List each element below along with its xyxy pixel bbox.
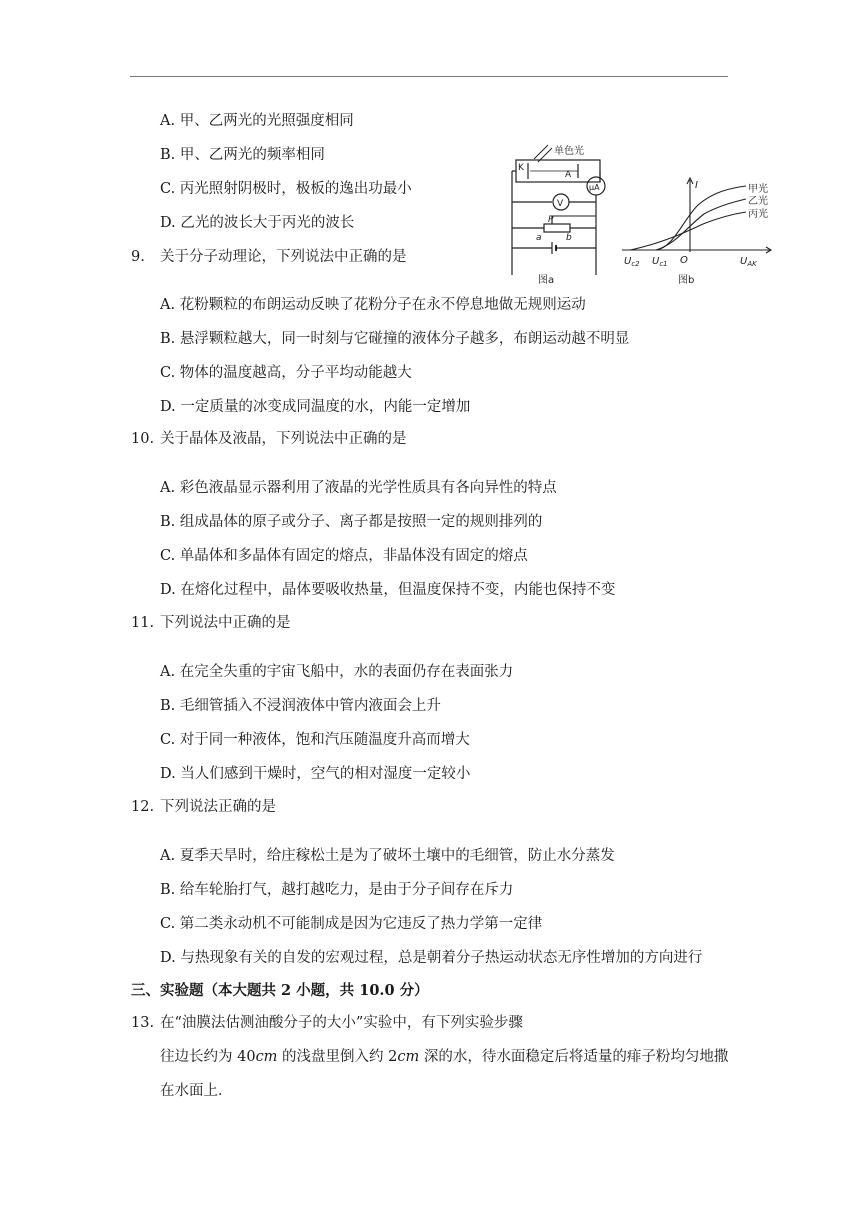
q8-option-d: D. 乙光的波长大于丙光的波长 — [160, 215, 355, 231]
q10-option-d: D. 在熔化过程中，晶体要吸收热量，但温度保持不变，内能也保持不变 — [160, 582, 616, 598]
q9-option-c: C. 物体的温度越高，分子平均动能越大 — [160, 365, 412, 381]
q13-paragraph-line-2: 在水面上． — [160, 1083, 233, 1099]
q11-option-b: B. 毛细管插入不浸润液体中管内液面会上升 — [160, 698, 441, 714]
q10-option-c: C. 单晶体和多晶体有固定的熔点，非晶体没有固定的熔点 — [160, 548, 528, 564]
curve-yi-label: 乙光 — [748, 196, 768, 207]
q10-option-a: A. 彩色液晶显示器利用了液晶的光学性质具有各向异性的特点 — [160, 480, 557, 496]
end-a-label: a — [536, 233, 542, 243]
cathode-label: K — [518, 163, 524, 173]
curve-jia-label: 甲光 — [748, 184, 768, 195]
anode-label: A — [565, 170, 572, 180]
uc2-label: $U_{c2}$ — [624, 256, 640, 268]
q11-option-a: A. 在完全失重的宇宙飞船中，水的表面仍存在表面张力 — [160, 664, 514, 680]
rheostat — [544, 224, 570, 232]
q11-option-c: C. 对于同一种液体，饱和汽压随温度升高而增大 — [160, 732, 470, 748]
section-title: 三、实验题（本大题共 2 小题，共 10.0 分） — [131, 982, 429, 999]
light-ray-2 — [534, 145, 548, 159]
header-rule — [130, 76, 728, 77]
q12-option-d: D. 与热现象有关的自发的宏观过程，总是朝着分子热运动状态无序性增加的方向进行 — [160, 950, 703, 966]
q13-number: 13. — [131, 1015, 155, 1031]
q10-stem: 关于晶体及液晶，下列说法中正确的是 — [160, 431, 407, 447]
y-axis-label: I — [695, 180, 698, 191]
q12-option-a: A. 夏季天旱时，给庄稼松土是为了破坏土壤中的毛细管，防止水分蒸发 — [160, 848, 615, 864]
photoelectric-figure — [508, 140, 780, 290]
uc1-label: $U_{c1}$ — [652, 256, 668, 268]
q13-paragraph-line-1: 往边长约为 40cm 的浅盘里倒入约 2cm 深的水，待水面稳定后将适量的痱子粉均匀地撒 — [160, 1049, 729, 1065]
q8-option-a: A. 甲、乙两光的光照强度相同 — [160, 113, 354, 129]
q12-option-b: B. 给车轮胎打气，越打越吃力，是由于分子间存在斥力 — [160, 882, 514, 898]
origin-label: O — [680, 255, 688, 266]
figure-b-caption: 图b — [678, 275, 695, 286]
q8-option-c: C. 丙光照射阴极时，极板的逸出功最小 — [160, 181, 412, 197]
slider-label: P — [548, 215, 554, 225]
q12-number: 12. — [131, 799, 155, 815]
q12-option-c: C. 第二类永动机不可能制成是因为它违反了热力学第一定律 — [160, 916, 543, 932]
q8-option-b: B. 甲、乙两光的频率相同 — [160, 147, 325, 163]
q10-number: 10. — [131, 431, 155, 447]
q12-stem: 下列说法正确的是 — [160, 799, 276, 815]
q10-option-b: B. 组成晶体的原子或分子、离子都是按照一定的规则排列的 — [160, 514, 543, 530]
x-axis-label: $U_{AK}$ — [740, 256, 757, 268]
q9-number: 9. — [131, 249, 145, 265]
q9-option-a: A. 花粉颗粒的布朗运动反映了花粉分子在永不停息地做无规则运动 — [160, 297, 586, 313]
q11-number: 11. — [131, 615, 155, 631]
q11-stem: 下列说法中正确的是 — [160, 615, 291, 631]
microammeter-label: μA — [589, 183, 600, 192]
q13-stem: 在“油膜法估测油酸分子的大小”实验中，有下列实验步骤 — [160, 1015, 523, 1031]
circuit-diagram — [512, 145, 605, 275]
end-b-label: b — [566, 233, 572, 243]
curve-bing-label: 丙光 — [748, 209, 768, 220]
q9-option-d: D. 一定质量的冰变成同温度的水，内能一定增加 — [160, 399, 471, 415]
photoelectric-figure-svg — [508, 140, 780, 290]
q9-option-b: B. 悬浮颗粒越大，同一时刻与它碰撞的液体分子越多，布朗运动越不明显 — [160, 331, 630, 347]
q9-stem: 关于分子动理论，下列说法中正确的是 — [160, 249, 407, 265]
q11-option-d: D. 当人们感到干燥时，空气的相对湿度一定较小 — [160, 766, 471, 782]
voltmeter-label: V — [557, 199, 564, 209]
curve-jia — [656, 186, 746, 250]
light-label: 单色光 — [554, 146, 584, 157]
figure-a-caption: 图a — [538, 275, 555, 286]
